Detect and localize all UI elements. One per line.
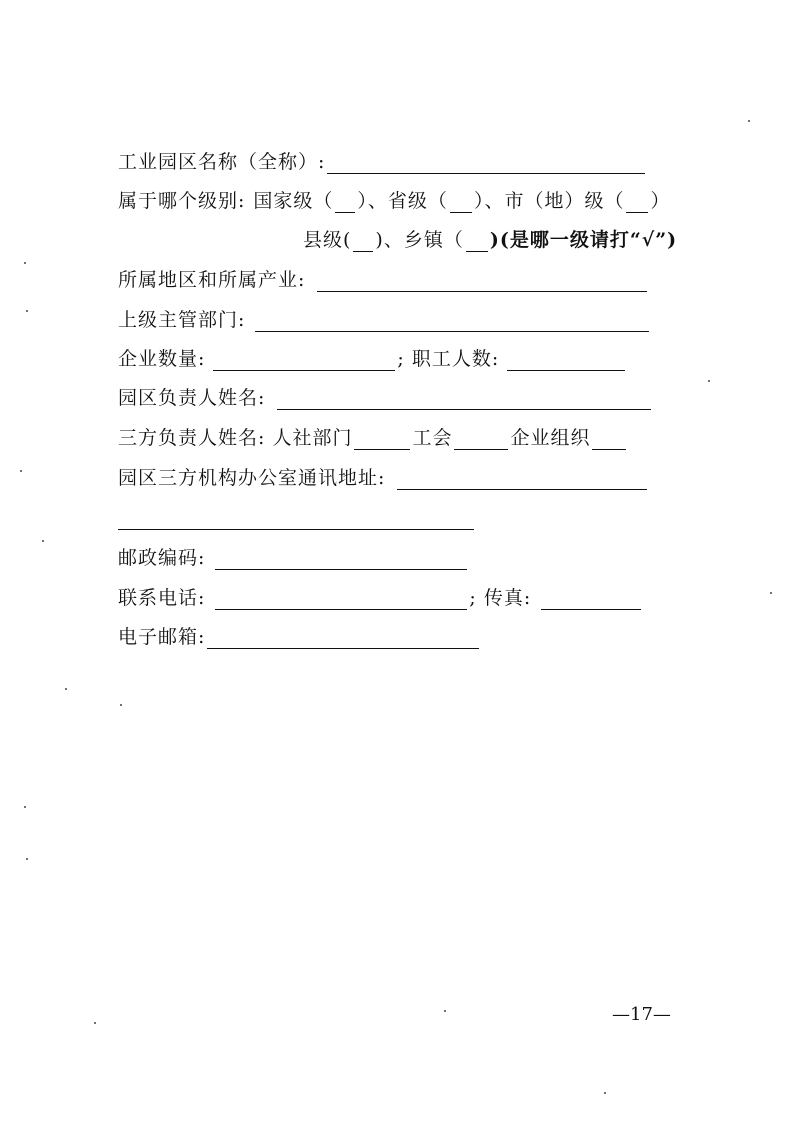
level-city-field[interactable] <box>626 190 648 213</box>
level-instruction: )(是哪一级请打“√”) <box>489 229 678 251</box>
park-leader-field[interactable] <box>277 387 651 410</box>
scan-speck <box>94 1022 96 1024</box>
level-national-label: 国家级（ <box>253 190 334 212</box>
email-row <box>118 619 481 649</box>
park-name-label: 工业园区名称（全称）: <box>118 151 326 173</box>
park-leader-label: 园区负责人姓名: <box>118 387 266 409</box>
region-industry-label: 所属地区和所属产业: <box>118 269 306 291</box>
postcode-row <box>118 540 469 570</box>
enterprise-count-label: 企业数量: <box>118 348 206 370</box>
scan-speck <box>748 120 750 122</box>
office-address-row-2 <box>118 500 476 530</box>
phone-row <box>118 580 643 610</box>
scan-speck <box>26 310 28 312</box>
level-national-field[interactable] <box>335 190 355 213</box>
hr-dept-field[interactable] <box>354 427 410 450</box>
scan-speck <box>708 380 710 382</box>
employee-count-label: ; 职工人数: <box>397 348 500 370</box>
scan-speck <box>444 1010 446 1012</box>
level-provincial-field[interactable] <box>450 190 472 213</box>
scan-speck <box>770 592 772 594</box>
park-name-field[interactable] <box>327 151 645 174</box>
enterprise-org-field[interactable] <box>592 427 626 450</box>
union-label: 工会 <box>412 427 453 449</box>
level-township-field[interactable] <box>466 229 488 252</box>
scan-speck <box>604 1092 606 1094</box>
postcode-label: 邮政编码: <box>118 547 206 569</box>
level-city-label: ）、市（地）级（ <box>473 190 625 212</box>
union-field[interactable] <box>454 427 508 450</box>
park-name-row <box>118 144 647 174</box>
email-field[interactable] <box>207 626 479 649</box>
count-row <box>118 341 627 371</box>
level-county-field[interactable] <box>353 229 373 252</box>
supervisor-field[interactable] <box>255 309 649 332</box>
tripartite-label: 三方负责人姓名: 人社部门 <box>118 427 353 449</box>
fax-field[interactable] <box>541 587 641 610</box>
scan-speck <box>65 688 67 690</box>
email-label: 电子邮箱: <box>118 626 206 648</box>
scan-speck <box>120 704 122 706</box>
office-address-label: 园区三方机构办公室通讯地址: <box>118 467 386 489</box>
level-label: 属于哪个级别: <box>118 190 246 212</box>
level-close-paren: ） <box>650 190 671 212</box>
level-row <box>118 183 670 213</box>
supervisor-label: 上级主管部门: <box>118 309 246 331</box>
scan-speck <box>42 540 44 542</box>
office-address-field-2[interactable] <box>118 507 474 530</box>
enterprise-count-field[interactable] <box>213 348 395 371</box>
scan-speck <box>26 858 28 860</box>
page-number: —17— <box>612 1004 671 1025</box>
level-county-label: 县级( <box>303 229 352 251</box>
scan-speck <box>20 470 22 472</box>
phone-label: 联系电话: <box>118 587 206 609</box>
level-row-2 <box>303 222 677 252</box>
fax-label: ; 传真: <box>469 587 532 609</box>
park-leader-row <box>118 380 653 410</box>
region-industry-row <box>118 262 649 292</box>
level-township-label: )、乡镇（ <box>375 229 464 251</box>
tripartite-row <box>118 420 628 450</box>
employee-count-field[interactable] <box>507 348 625 371</box>
postcode-field[interactable] <box>215 547 467 570</box>
office-address-row <box>118 460 649 490</box>
region-industry-field[interactable] <box>317 269 647 292</box>
enterprise-org-label: 企业组织 <box>510 427 591 449</box>
level-provincial-label: ）、省级（ <box>357 190 448 212</box>
scan-speck <box>24 806 26 808</box>
phone-field[interactable] <box>215 587 467 610</box>
supervisor-row <box>118 302 651 332</box>
scan-speck <box>24 262 26 264</box>
office-address-field[interactable] <box>397 467 647 490</box>
